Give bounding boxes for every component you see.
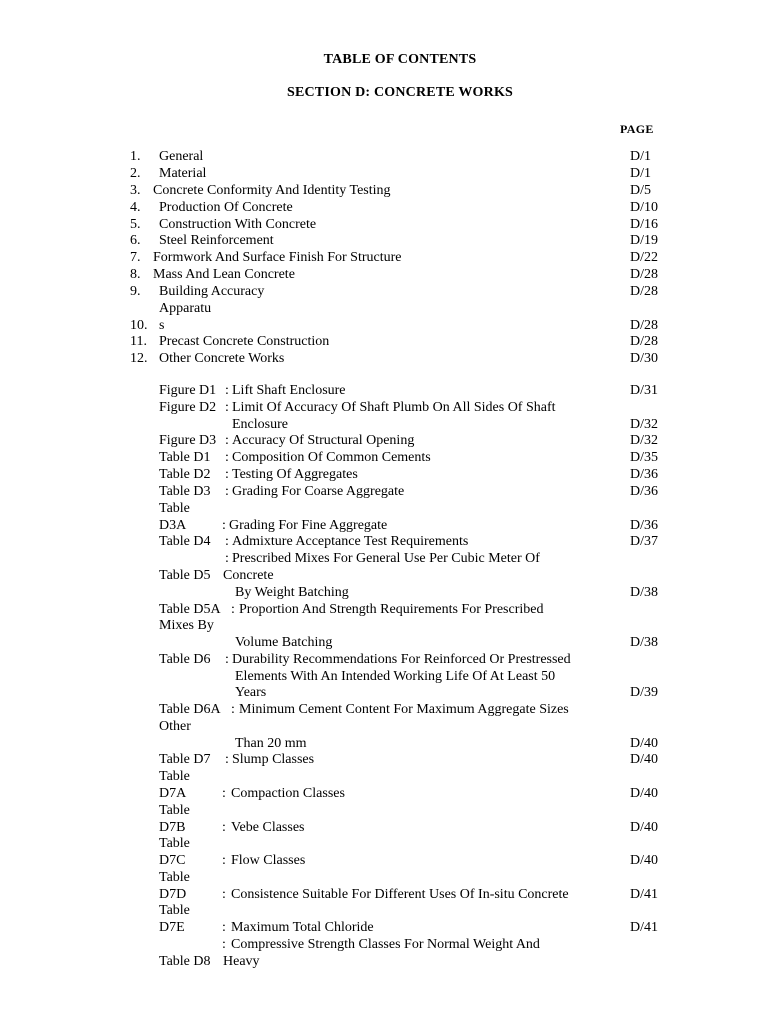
figure-label: Figure D2 <box>159 400 217 415</box>
table-title-continuation: Years <box>235 685 267 700</box>
separator: : <box>225 383 229 398</box>
table-title: Prescribed Mixes For General Use Per Cubic Meter Of <box>232 551 540 566</box>
chapter-page: D/16 <box>630 217 658 232</box>
figure-page: D/32 <box>630 417 658 432</box>
chapter-title: Other Concrete Works <box>159 351 285 366</box>
table-label-code: D7A <box>159 786 187 801</box>
table-page: D/36 <box>630 467 658 482</box>
table-title: Durability Recommendations For Reinforced Or Prestressed <box>232 652 571 667</box>
table-label: Table D5 <box>159 568 211 583</box>
chapter-page: D/22 <box>630 250 658 265</box>
table-page: D/40 <box>630 853 658 868</box>
table-page: D/40 <box>630 820 658 835</box>
figure-label: Figure D1 <box>159 383 217 398</box>
chapter-title: Production Of Concrete <box>159 200 293 215</box>
separator: : <box>231 702 235 717</box>
figure-page: D/32 <box>630 433 658 448</box>
chapter-title: s <box>159 318 165 333</box>
table-title-continuation: Heavy <box>223 954 260 969</box>
table-title: Testing Of Aggregates <box>232 467 358 482</box>
section-heading: SECTION D: CONCRETE WORKS <box>286 85 514 100</box>
separator: : <box>225 433 229 448</box>
chapter-number: 11. <box>130 334 147 349</box>
separator: : <box>225 450 229 465</box>
table-title: Minimum Cement Content For Maximum Aggregate Sizes <box>239 702 569 717</box>
chapter-number: 12. <box>130 351 148 366</box>
table-label: Table D1 <box>159 450 211 465</box>
separator: : <box>225 551 229 566</box>
table-title: Compressive Strength Classes For Normal Weight And <box>231 937 540 952</box>
table-label: Table <box>159 903 190 918</box>
table-label: Table D5A <box>159 602 221 617</box>
chapter-title: General <box>159 149 204 164</box>
chapter-page: D/28 <box>630 267 658 282</box>
table-title-continuation: Mixes By <box>159 618 214 633</box>
table-title: Vebe Classes <box>231 820 305 835</box>
chapter-number: 1. <box>130 149 141 164</box>
chapter-title: Mass And Lean Concrete <box>153 267 295 282</box>
separator: : <box>225 400 229 415</box>
page-column-header: PAGE <box>620 122 654 136</box>
figure-label: Figure D3 <box>159 433 217 448</box>
separator: : <box>222 920 226 935</box>
chapter-page: D/5 <box>630 183 651 198</box>
chapter-page: D/28 <box>630 318 658 333</box>
table-label: Table <box>159 501 190 516</box>
chapter-title: Concrete Conformity And Identity Testing <box>153 183 391 198</box>
table-title: Slump Classes <box>232 752 315 767</box>
table-page: D/40 <box>630 786 658 801</box>
chapter-number: 10. <box>130 318 148 333</box>
figure-title-continuation: Enclosure <box>232 417 288 432</box>
table-page: D/38 <box>630 635 658 650</box>
table-label: Table <box>159 870 190 885</box>
table-label: Table D8 <box>159 954 211 969</box>
table-page: D/41 <box>630 887 658 902</box>
chapter-title: Steel Reinforcement <box>159 233 274 248</box>
table-label: Table D3 <box>159 484 211 499</box>
separator: : <box>225 467 229 482</box>
chapter-number: 2. <box>130 166 141 181</box>
separator: : <box>225 752 229 767</box>
table-page: D/41 <box>630 920 658 935</box>
table-title-continuation: Than 20 mm <box>235 736 307 751</box>
table-page: D/40 <box>630 736 658 751</box>
table-page: D/35 <box>630 450 658 465</box>
table-page: D/39 <box>630 685 658 700</box>
separator: : <box>231 602 235 617</box>
figure-title: Limit Of Accuracy Of Shaft Plumb On All Sides Of Shaft <box>232 400 556 415</box>
table-title-continuation: Volume Batching <box>235 635 333 650</box>
document-title: TABLE OF CONTENTS <box>323 52 477 67</box>
table-page: D/38 <box>630 585 658 600</box>
chapter-title: Formwork And Surface Finish For Structure <box>153 250 402 265</box>
chapter-number: 6. <box>130 233 141 248</box>
chapter-page: D/28 <box>630 334 658 349</box>
separator: : <box>225 484 229 499</box>
table-title: Consistence Suitable For Different Uses Of In-situ Concrete <box>231 887 569 902</box>
table-title: Admixture Acceptance Test Requirements <box>232 534 469 549</box>
separator: : <box>222 937 226 952</box>
figure-page: D/31 <box>630 383 658 398</box>
chapter-title-prefix: Apparatu <box>159 301 212 316</box>
figure-title: Accuracy Of Structural Opening <box>232 433 415 448</box>
chapter-page: D/1 <box>630 149 651 164</box>
separator: : <box>222 853 226 868</box>
table-title: Proportion And Strength Requirements For Prescribed <box>239 602 544 617</box>
chapter-title: Precast Concrete Construction <box>159 334 330 349</box>
table-title: Grading For Coarse Aggregate <box>232 484 405 499</box>
table-page: D/36 <box>630 518 658 533</box>
table-label: Table D4 <box>159 534 211 549</box>
chapter-page: D/1 <box>630 166 651 181</box>
table-label: Table D2 <box>159 467 211 482</box>
table-label-code: D7C <box>159 853 186 868</box>
chapter-title: Material <box>159 166 207 181</box>
separator: : <box>222 820 226 835</box>
chapter-title: Building Accuracy <box>159 284 265 299</box>
separator: : <box>225 652 229 667</box>
table-page: D/40 <box>630 752 658 767</box>
table-label: Table <box>159 836 190 851</box>
chapter-number: 7. <box>130 250 141 265</box>
chapter-number: 8. <box>130 267 141 282</box>
table-title: Grading For Fine Aggregate <box>229 518 388 533</box>
separator: : <box>222 786 226 801</box>
chapter-title: Construction With Concrete <box>159 217 317 232</box>
chapter-page: D/30 <box>630 351 658 366</box>
table-label: Table D6 <box>159 652 211 667</box>
table-page: D/36 <box>630 484 658 499</box>
table-title-continuation: Concrete <box>223 568 274 583</box>
table-label: Table <box>159 803 190 818</box>
chapter-number: 9. <box>130 284 141 299</box>
table-title: Flow Classes <box>231 853 306 868</box>
table-title: Maximum Total Chloride <box>231 920 374 935</box>
table-label: Table <box>159 769 190 784</box>
table-label-code: D7E <box>159 920 185 935</box>
separator: : <box>222 887 226 902</box>
table-label-code: D7D <box>159 887 187 902</box>
table-title-continuation: By Weight Batching <box>235 585 349 600</box>
chapter-page: D/10 <box>630 200 658 215</box>
table-title-continuation: Other <box>159 719 191 734</box>
table-page: D/37 <box>630 534 658 549</box>
table-title-continuation: Elements With An Intended Working Life Of At Least 50 <box>235 669 556 684</box>
table-label-code: D3A <box>159 518 187 533</box>
table-label-code: D7B <box>159 820 186 835</box>
table-label: Table D6A <box>159 702 221 717</box>
table-label: Table D7 <box>159 752 211 767</box>
chapter-number: 3. <box>130 183 141 198</box>
chapter-page: D/28 <box>630 284 658 299</box>
chapter-page: D/19 <box>630 233 658 248</box>
separator: : <box>222 518 226 533</box>
chapter-number: 5. <box>130 217 141 232</box>
figure-title: Lift Shaft Enclosure <box>232 383 346 398</box>
table-title: Composition Of Common Cements <box>232 450 431 465</box>
chapter-number: 4. <box>130 200 141 215</box>
separator: : <box>225 534 229 549</box>
table-title: Compaction Classes <box>231 786 345 801</box>
